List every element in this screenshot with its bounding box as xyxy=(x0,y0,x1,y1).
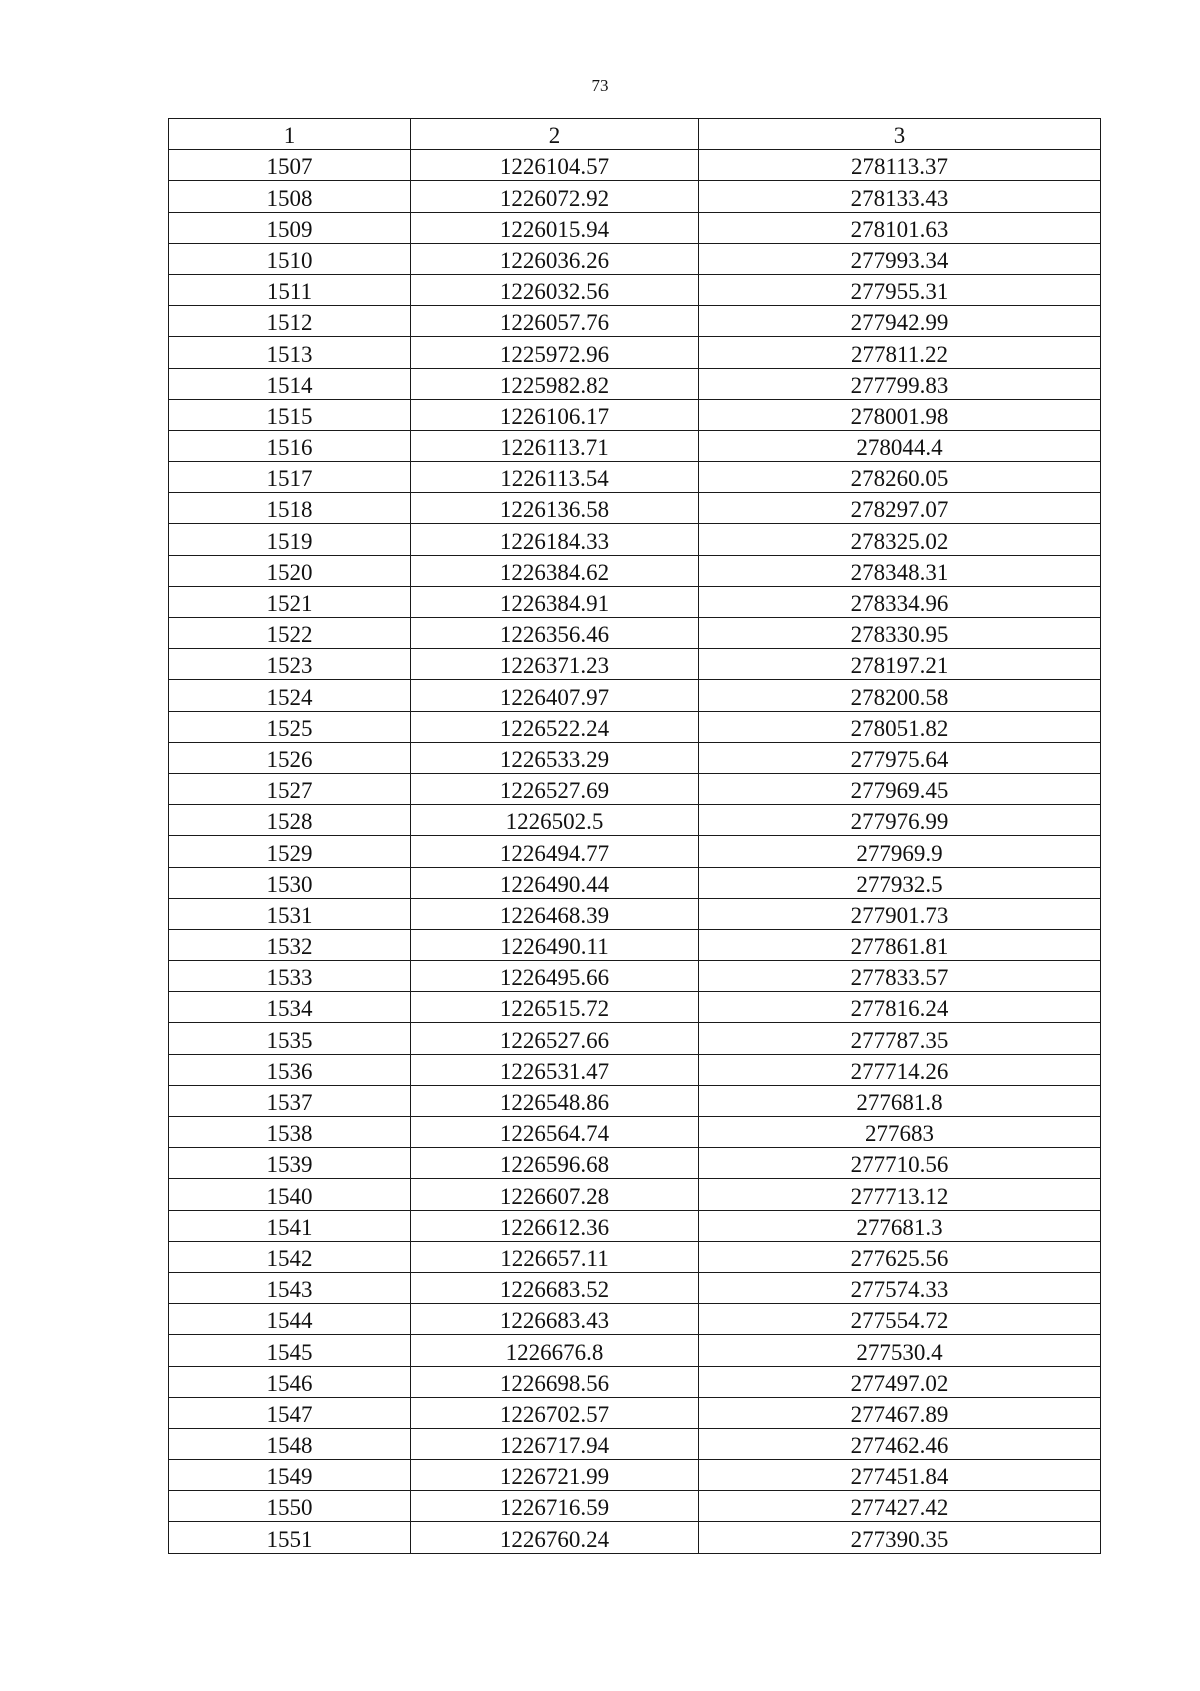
table-row xyxy=(169,181,1101,212)
point-number-cell: 1540 xyxy=(169,1179,411,1210)
y-coordinate-cell: 277530.4 xyxy=(699,1335,1101,1366)
point-number-cell: 1512 xyxy=(169,306,411,337)
x-coordinate-cell: 1226407.97 xyxy=(411,680,699,711)
y-coordinate-cell: 277451.84 xyxy=(699,1460,1101,1491)
x-coordinate-cell: 1226683.52 xyxy=(411,1272,699,1303)
table-row xyxy=(169,399,1101,430)
y-coordinate-cell: 278330.95 xyxy=(699,618,1101,649)
x-coordinate-cell: 1226104.57 xyxy=(411,150,699,181)
x-coordinate-cell: 1226657.11 xyxy=(411,1241,699,1272)
y-coordinate-cell: 277787.35 xyxy=(699,1023,1101,1054)
point-number-cell: 1542 xyxy=(169,1241,411,1272)
table-row xyxy=(169,1117,1101,1148)
y-coordinate-cell: 277683 xyxy=(699,1117,1101,1148)
y-coordinate-cell: 277942.99 xyxy=(699,306,1101,337)
table-row xyxy=(169,618,1101,649)
y-coordinate-cell: 278113.37 xyxy=(699,150,1101,181)
x-coordinate-cell: 1226548.86 xyxy=(411,1085,699,1116)
x-coordinate-cell: 1226702.57 xyxy=(411,1397,699,1428)
x-coordinate-cell: 1226384.62 xyxy=(411,555,699,586)
point-number-cell: 1549 xyxy=(169,1460,411,1491)
point-number-cell: 1528 xyxy=(169,805,411,836)
y-coordinate-cell: 277861.81 xyxy=(699,929,1101,960)
y-coordinate-cell: 277993.34 xyxy=(699,243,1101,274)
y-coordinate-cell: 277969.9 xyxy=(699,836,1101,867)
table-row xyxy=(169,680,1101,711)
point-number-cell: 1538 xyxy=(169,1117,411,1148)
y-coordinate-cell: 277975.64 xyxy=(699,742,1101,773)
x-coordinate-cell: 1226494.77 xyxy=(411,836,699,867)
x-coordinate-cell: 1226515.72 xyxy=(411,992,699,1023)
x-coordinate-cell: 1226716.59 xyxy=(411,1491,699,1522)
point-number-cell: 1550 xyxy=(169,1491,411,1522)
y-coordinate-cell: 278334.96 xyxy=(699,586,1101,617)
x-coordinate-cell: 1226468.39 xyxy=(411,898,699,929)
table-row xyxy=(169,1054,1101,1085)
y-coordinate-cell: 277932.5 xyxy=(699,867,1101,898)
point-number-cell: 1511 xyxy=(169,274,411,305)
x-coordinate-cell: 1226683.43 xyxy=(411,1304,699,1335)
point-number-cell: 1517 xyxy=(169,462,411,493)
table-row xyxy=(169,1023,1101,1054)
point-number-cell: 1541 xyxy=(169,1210,411,1241)
table-row xyxy=(169,368,1101,399)
table-row xyxy=(169,150,1101,181)
y-coordinate-cell: 277574.33 xyxy=(699,1272,1101,1303)
point-number-cell: 1522 xyxy=(169,618,411,649)
y-coordinate-cell: 278297.07 xyxy=(699,493,1101,524)
x-coordinate-cell: 1226384.91 xyxy=(411,586,699,617)
x-coordinate-cell: 1226676.8 xyxy=(411,1335,699,1366)
y-coordinate-cell: 278200.58 xyxy=(699,680,1101,711)
table-row xyxy=(169,711,1101,742)
x-coordinate-cell: 1226057.76 xyxy=(411,306,699,337)
table-row xyxy=(169,836,1101,867)
point-number-cell: 1546 xyxy=(169,1366,411,1397)
point-number-cell: 1525 xyxy=(169,711,411,742)
x-coordinate-cell: 1226760.24 xyxy=(411,1522,699,1553)
table-row xyxy=(169,961,1101,992)
x-coordinate-cell: 1226113.71 xyxy=(411,430,699,461)
y-coordinate-cell: 277681.8 xyxy=(699,1085,1101,1116)
x-coordinate-cell: 1226032.56 xyxy=(411,274,699,305)
table-row xyxy=(169,929,1101,960)
coordinates-table xyxy=(168,118,1101,1554)
x-coordinate-cell: 1226531.47 xyxy=(411,1054,699,1085)
x-coordinate-cell: 1226533.29 xyxy=(411,742,699,773)
y-coordinate-cell: 277816.24 xyxy=(699,992,1101,1023)
x-coordinate-cell: 1226136.58 xyxy=(411,493,699,524)
y-coordinate-cell: 278133.43 xyxy=(699,181,1101,212)
table-row xyxy=(169,212,1101,243)
point-number-cell: 1548 xyxy=(169,1428,411,1459)
y-coordinate-cell: 277799.83 xyxy=(699,368,1101,399)
y-coordinate-cell: 277497.02 xyxy=(699,1366,1101,1397)
table-row xyxy=(169,306,1101,337)
point-number-cell: 1532 xyxy=(169,929,411,960)
point-number-cell: 1545 xyxy=(169,1335,411,1366)
x-coordinate-cell: 1226717.94 xyxy=(411,1428,699,1459)
x-coordinate-cell: 1226522.24 xyxy=(411,711,699,742)
y-coordinate-cell: 278044.4 xyxy=(699,430,1101,461)
y-coordinate-cell: 277710.56 xyxy=(699,1148,1101,1179)
header-row xyxy=(169,119,1101,150)
table-row xyxy=(169,1522,1101,1553)
table-row xyxy=(169,1179,1101,1210)
point-number-cell: 1519 xyxy=(169,524,411,555)
point-number-cell: 1544 xyxy=(169,1304,411,1335)
y-coordinate-cell: 278325.02 xyxy=(699,524,1101,555)
point-number-cell: 1523 xyxy=(169,649,411,680)
table-row xyxy=(169,1397,1101,1428)
y-coordinate-cell: 278348.31 xyxy=(699,555,1101,586)
table-row xyxy=(169,1210,1101,1241)
table-row xyxy=(169,462,1101,493)
x-coordinate-cell: 1226072.92 xyxy=(411,181,699,212)
table-row xyxy=(169,555,1101,586)
table-row xyxy=(169,337,1101,368)
point-number-cell: 1547 xyxy=(169,1397,411,1428)
x-coordinate-cell: 1226564.74 xyxy=(411,1117,699,1148)
point-number-cell: 1510 xyxy=(169,243,411,274)
x-coordinate-cell: 1226721.99 xyxy=(411,1460,699,1491)
x-coordinate-cell: 1225972.96 xyxy=(411,337,699,368)
point-number-cell: 1513 xyxy=(169,337,411,368)
x-coordinate-cell: 1226490.44 xyxy=(411,867,699,898)
y-coordinate-cell: 277681.3 xyxy=(699,1210,1101,1241)
table-row xyxy=(169,586,1101,617)
x-coordinate-cell: 1226015.94 xyxy=(411,212,699,243)
table-row xyxy=(169,742,1101,773)
column-header-2: 2 xyxy=(411,119,699,150)
y-coordinate-cell: 277462.46 xyxy=(699,1428,1101,1459)
y-coordinate-cell: 277467.89 xyxy=(699,1397,1101,1428)
point-number-cell: 1536 xyxy=(169,1054,411,1085)
y-coordinate-cell: 277713.12 xyxy=(699,1179,1101,1210)
point-number-cell: 1509 xyxy=(169,212,411,243)
point-number-cell: 1524 xyxy=(169,680,411,711)
table-row xyxy=(169,1304,1101,1335)
column-header-3: 3 xyxy=(699,119,1101,150)
table-row xyxy=(169,274,1101,305)
table-row xyxy=(169,1272,1101,1303)
page-number: 73 xyxy=(591,76,609,95)
x-coordinate-cell: 1226698.56 xyxy=(411,1366,699,1397)
table-row xyxy=(169,1085,1101,1116)
point-number-cell: 1515 xyxy=(169,399,411,430)
table-row xyxy=(169,1335,1101,1366)
x-coordinate-cell: 1226527.69 xyxy=(411,773,699,804)
table-body xyxy=(169,150,1101,1553)
y-coordinate-cell: 278051.82 xyxy=(699,711,1101,742)
x-coordinate-cell: 1226607.28 xyxy=(411,1179,699,1210)
table-row xyxy=(169,649,1101,680)
table-row xyxy=(169,1148,1101,1179)
table-row xyxy=(169,898,1101,929)
y-coordinate-cell: 277714.26 xyxy=(699,1054,1101,1085)
x-coordinate-cell: 1226113.54 xyxy=(411,462,699,493)
table-row xyxy=(169,243,1101,274)
y-coordinate-cell: 277833.57 xyxy=(699,961,1101,992)
point-number-cell: 1526 xyxy=(169,742,411,773)
x-coordinate-cell: 1226612.36 xyxy=(411,1210,699,1241)
point-number-cell: 1521 xyxy=(169,586,411,617)
point-number-cell: 1534 xyxy=(169,992,411,1023)
table-row xyxy=(169,1428,1101,1459)
point-number-cell: 1518 xyxy=(169,493,411,524)
point-number-cell: 1514 xyxy=(169,368,411,399)
table-row xyxy=(169,1491,1101,1522)
table-row xyxy=(169,493,1101,524)
x-coordinate-cell: 1226371.23 xyxy=(411,649,699,680)
point-number-cell: 1551 xyxy=(169,1522,411,1553)
point-number-cell: 1516 xyxy=(169,430,411,461)
x-coordinate-cell: 1226356.46 xyxy=(411,618,699,649)
point-number-cell: 1535 xyxy=(169,1023,411,1054)
x-coordinate-cell: 1225982.82 xyxy=(411,368,699,399)
y-coordinate-cell: 277625.56 xyxy=(699,1241,1101,1272)
y-coordinate-cell: 278197.21 xyxy=(699,649,1101,680)
table-row xyxy=(169,1366,1101,1397)
point-number-cell: 1529 xyxy=(169,836,411,867)
x-coordinate-cell: 1226106.17 xyxy=(411,399,699,430)
y-coordinate-cell: 277427.42 xyxy=(699,1491,1101,1522)
table-row xyxy=(169,1241,1101,1272)
point-number-cell: 1527 xyxy=(169,773,411,804)
x-coordinate-cell: 1226596.68 xyxy=(411,1148,699,1179)
point-number-cell: 1533 xyxy=(169,961,411,992)
table-row xyxy=(169,524,1101,555)
x-coordinate-cell: 1226036.26 xyxy=(411,243,699,274)
x-coordinate-cell: 1226527.66 xyxy=(411,1023,699,1054)
column-header-1: 1 xyxy=(169,119,411,150)
point-number-cell: 1507 xyxy=(169,150,411,181)
table-row xyxy=(169,773,1101,804)
point-number-cell: 1530 xyxy=(169,867,411,898)
y-coordinate-cell: 278001.98 xyxy=(699,399,1101,430)
y-coordinate-cell: 277976.99 xyxy=(699,805,1101,836)
x-coordinate-cell: 1226490.11 xyxy=(411,929,699,960)
y-coordinate-cell: 277811.22 xyxy=(699,337,1101,368)
x-coordinate-cell: 1226184.33 xyxy=(411,524,699,555)
point-number-cell: 1520 xyxy=(169,555,411,586)
table-row xyxy=(169,430,1101,461)
table-row xyxy=(169,867,1101,898)
y-coordinate-cell: 278260.05 xyxy=(699,462,1101,493)
y-coordinate-cell: 278101.63 xyxy=(699,212,1101,243)
y-coordinate-cell: 277955.31 xyxy=(699,274,1101,305)
table-row xyxy=(169,1460,1101,1491)
point-number-cell: 1508 xyxy=(169,181,411,212)
x-coordinate-cell: 1226495.66 xyxy=(411,961,699,992)
table-row xyxy=(169,805,1101,836)
x-coordinate-cell: 1226502.5 xyxy=(411,805,699,836)
point-number-cell: 1537 xyxy=(169,1085,411,1116)
y-coordinate-cell: 277390.35 xyxy=(699,1522,1101,1553)
point-number-cell: 1539 xyxy=(169,1148,411,1179)
table-header xyxy=(169,119,1101,150)
y-coordinate-cell: 277901.73 xyxy=(699,898,1101,929)
table-row xyxy=(169,992,1101,1023)
y-coordinate-cell: 277969.45 xyxy=(699,773,1101,804)
point-number-cell: 1543 xyxy=(169,1272,411,1303)
y-coordinate-cell: 277554.72 xyxy=(699,1304,1101,1335)
point-number-cell: 1531 xyxy=(169,898,411,929)
